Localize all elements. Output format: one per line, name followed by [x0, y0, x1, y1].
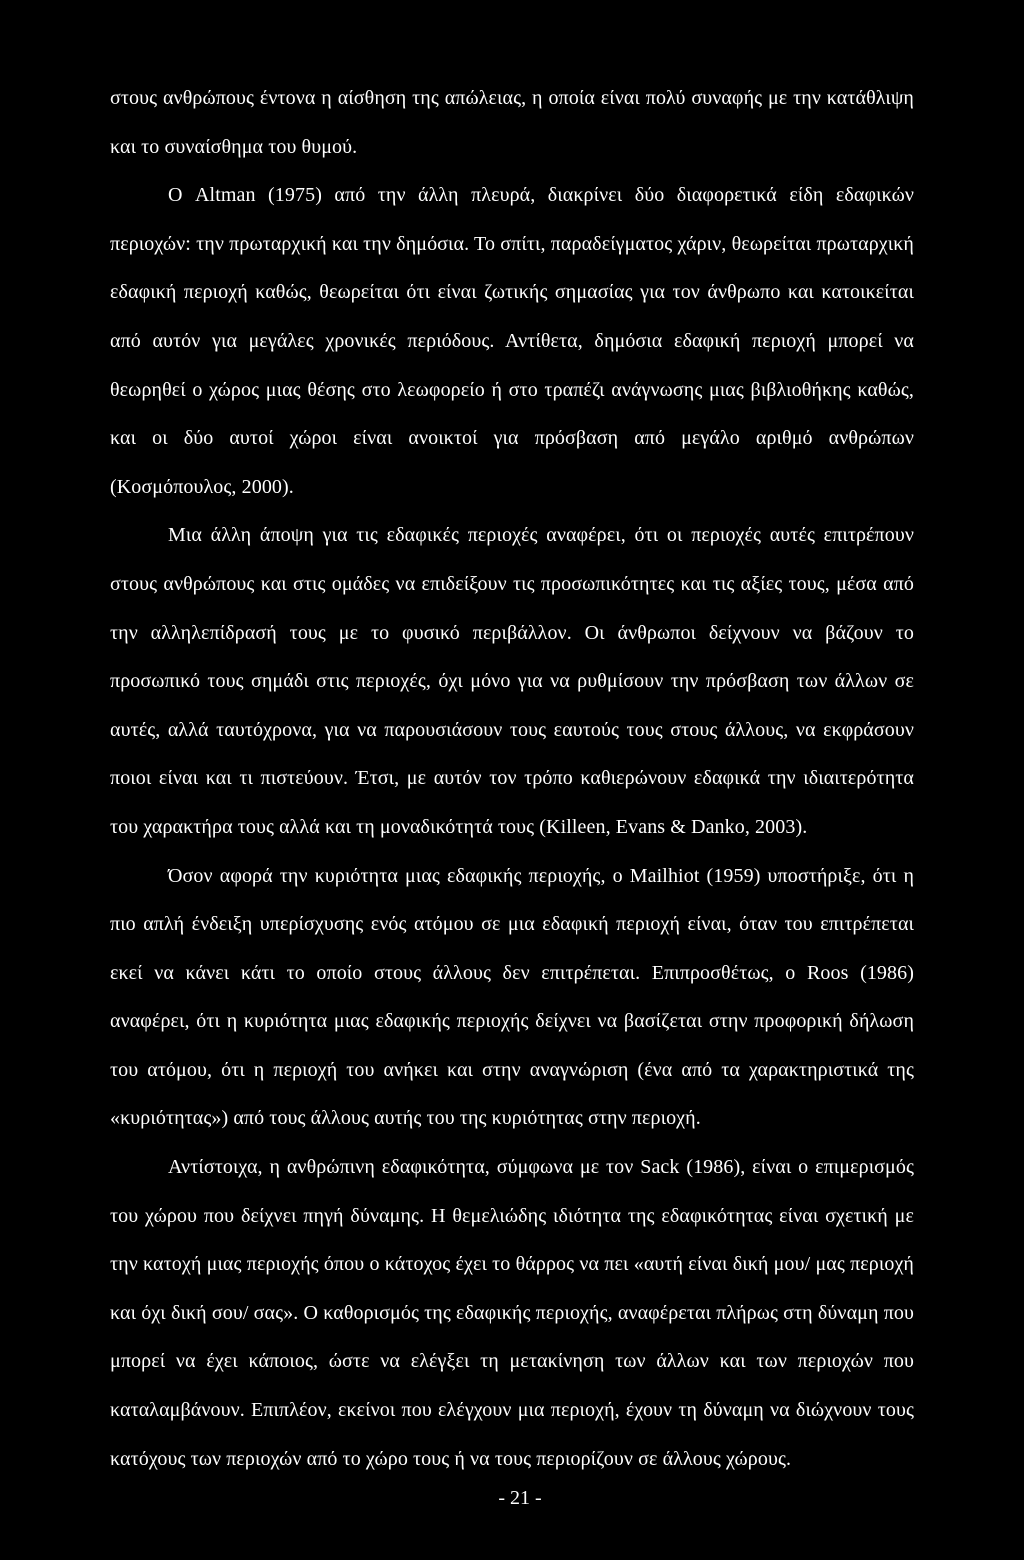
document-body [110, 74, 914, 1483]
page-number: - 21 - [498, 1487, 542, 1509]
paragraph-altman: Ο Altman (1975) από την άλλη πλευρά, διακρίνει δύο διαφορετικά είδη εδαφικών περιοχών: την πρωταρχική και την δημόσια. Το σπίτι, παραδείγματος χάριν, θεωρείται πρωταρχική εδαφική περιοχή καθώς, θεωρείται ότι είναι ζωτικής σημασίας για τον άνθρωπο και κατοικείται από αυτόν για μεγάλες χρονικές περιόδους. Αντίθετα, δημόσια εδαφική περιοχή μπορεί να θεωρηθεί ο χώρος μιας θέσης στο λεωφορείο ή στο τραπέζι ανάγνωσης μιας βιβλιοθήκης καθώς, και οι δύο αυτοί χώροι είναι ανοικτοί για πρόσβαση από μεγάλο αριθμό ανθρώπων (Κοσμόπουλος, 2000). [110, 184, 914, 498]
paragraph-ownership: Όσον αφορά την κυριότητα μιας εδαφικής περιοχής, ο Mailhiot (1959) υποστήριξε, ότι η πιο απλή ένδειξη υπερίσχυσης ενός ατόμου σε μια εδαφική περιοχή είναι, όταν του επιτρέπεται εκεί να κάνει κάτι το οποίο στους άλλους δεν επιτρέπεται. Επιπροσθέτως, ο Roos (1986) αναφέρει, ότι η κυριότητα μιας εδαφικής περιοχής δείχνει να βασίζεται στην προφορική δήλωση του ατόμου, ότι η περιοχή του ανήκει και στην αναγνώριση (ένα από τα χαρακτηριστικά της «κυριότητας») από τους άλλους αυτής του της κυριότητας στην περιοχή. [110, 864, 914, 1130]
paragraph-sack: Αντίστοιχα, η ανθρώπινη εδαφικότητα, σύμφωνα με τον Sack (1986), είναι ο επιμερισμός του χώρου που δείχνει πηγή δύναμης. Η θεμελιώδης ιδιότητα της εδαφικότητας είναι σχετική με την κατοχή μιας περιοχής όπου ο κάτοχος έχει το θάρρος να πει «αυτή είναι δική μου/ μας περιοχή και όχι δική σου/ σας». Ο καθορισμός της εδαφικής περιοχής, αναφέρεται πλήρως στη δύναμη που μπορεί να έχει κάποιος, ώστε να ελέγξει τη μετακίνηση των άλλων και των περιοχών που καταλαμβάνουν. Επιπλέον, εκείνοι που ελέγχουν μια περιοχή, έχουν τη δύναμη να διώχνουν τους κατόχους των περιοχών από το χώρο τους ή να τους περιορίζουν σε άλλους χώρους. [110, 1156, 914, 1470]
paragraph-territorial-views: Μια άλλη άποψη για τις εδαφικές περιοχές αναφέρει, ότι οι περιοχές αυτές επιτρέπουν στους ανθρώπους και στις ομάδες να επιδείξουν τις προσωπικότητες και τις αξίες τους, μέσα από την αλληλεπίδρασή τους με το φυσικό περιβάλλον. Οι άνθρωποι δείχνουν να βάζουν το προσωπικό τους σημάδι στις περιοχές, όχι μόνο για να ρυθμίσουν την πρόσβαση των άλλων σε αυτές, αλλά ταυτόχρονα, για να παρουσιάσουν τους εαυτούς τους στους άλλους, να εκφράσουν ποιοι είναι και τι πιστεύουν. Έτσι, με αυτόν τον τρόπο καθιερώνουν εδαφικά την ιδιαιτερότητα του χαρακτήρα τους αλλά και τη μοναδικότητά τους (Killeen, Evans & Danko, 2003). [110, 524, 914, 838]
paragraph-continuation: στους ανθρώπους έντονα η αίσθηση της απώλειας, η οποία είναι πολύ συναφής με την κατάθλιψη και το συναίσθημα του θυμού. [110, 87, 914, 158]
